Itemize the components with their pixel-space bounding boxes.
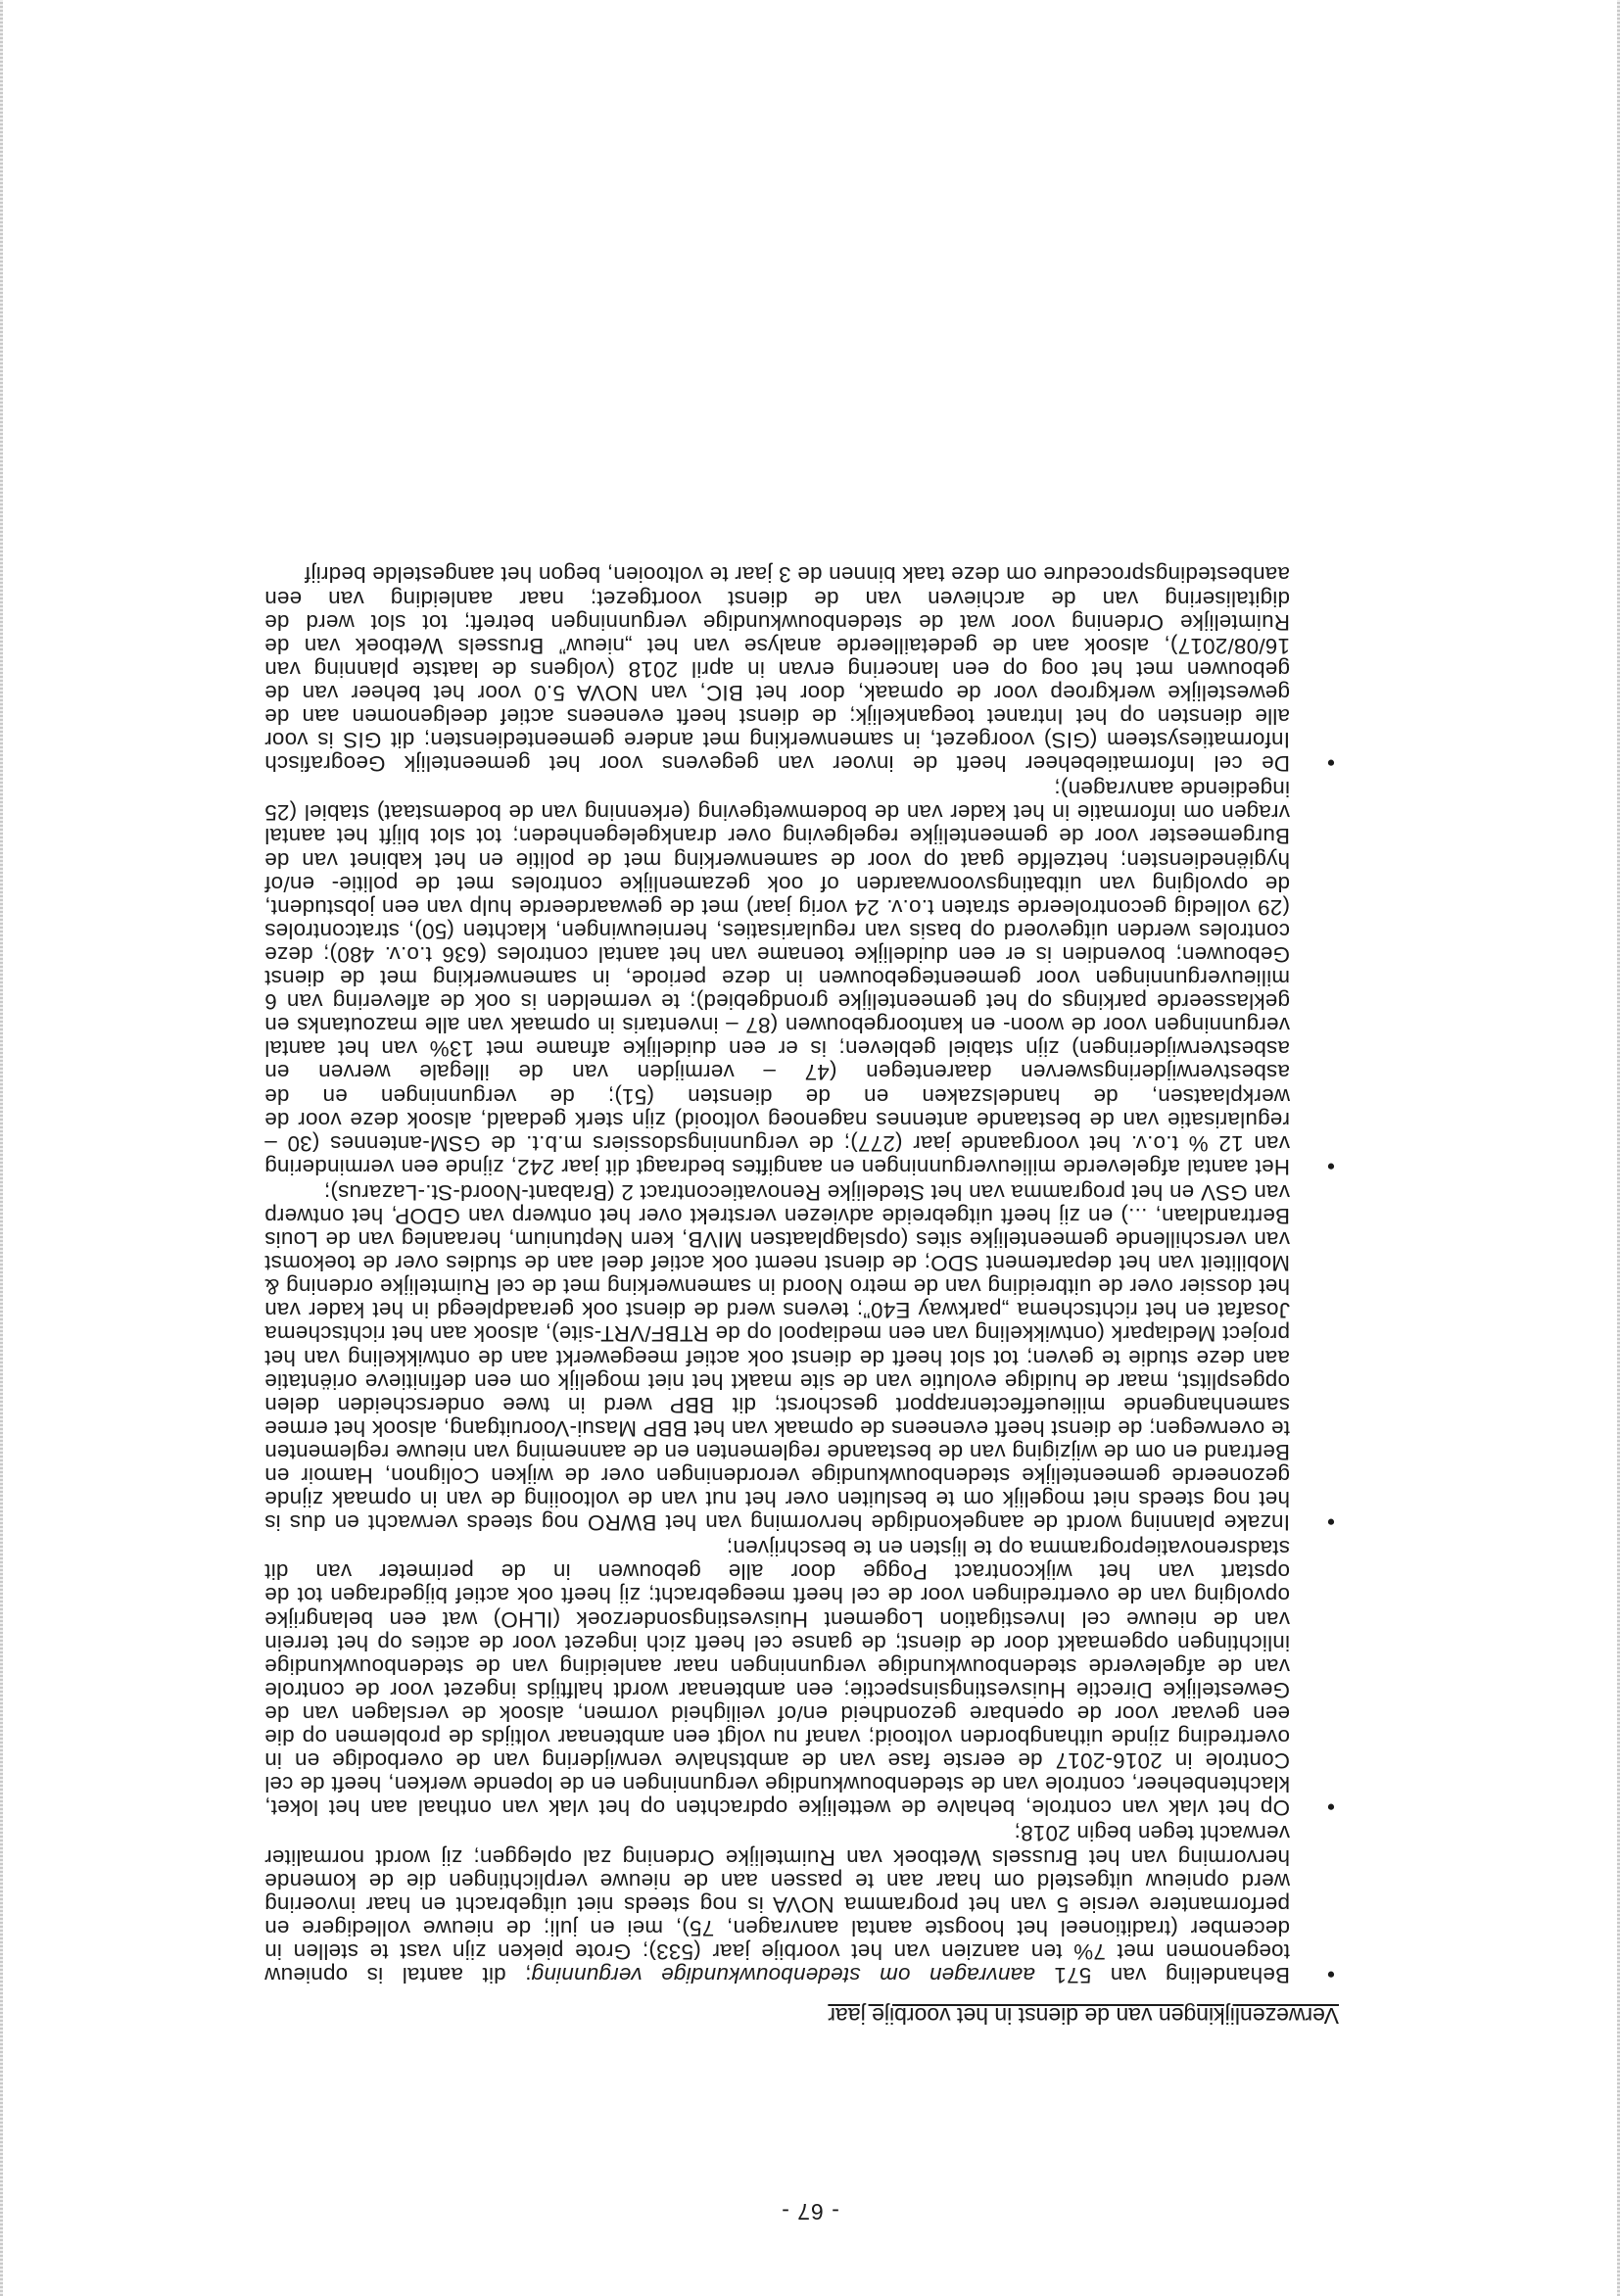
bullet-text-body: ; dit aantal is opnieuw toegenomen met 7% ten aanzien van het voorbije jaar (533); Grote pieken zijn vast te stellen in december (traditioneel het hoogste aantal aanvragen, 75), mei en juli; de nieuwe volledigere en performantere versie 5 van het programma NOVA is nog steeds niet uitgebracht en haar invoering werd opnieuw uitgesteld om haar aan te passen aan de nieuwe verplichtingen die de komende hervorming van het Brussels Wetboek van Ruimtelijke Ordening zal opleggen; zij wordt normaliter verwacht tegen begin 2018;: [264, 1821, 1290, 1987]
bullet-text-lead: Behandeling van 571: [1034, 1963, 1290, 1987]
bullet-marker: •: [1326, 1962, 1335, 1987]
bullet-marker: •: [1326, 750, 1335, 777]
bullet-list: [264, 560, 1339, 1986]
bullet-text: [264, 1821, 1290, 1986]
bullet-item-5: [264, 562, 1339, 775]
bullet-marker: •: [1326, 1153, 1335, 1179]
bullet-text: Het aantal afgeleverde milieuvergunningen en aangiftes bedraagt dit jaar 242, zijnde een vermindering van 12 % t.o.v. het voorgaande jaar (277); de vergunningsdossiers m.b.t. de GSM-antennes (30 – regularisatie van de bestaande antennes nagenoeg voltooid) zijn sterk gedaald, alsook deze voor de werkplaatsen, de handelszaken en de diensten (51); de vergunningen en de asbestverwijderingswerven daarentegen (47 – vermijden van de illegale werven en asbestverwijderingen) zijn stabiel gebleven; is er een duidelijke afname met 13% van het aantal vergunningen voor de woon- en kantoorgebouwen (87 – inventaris in opmaak van alle mazoutanks en geklasseerde parkings op het gemeentelijke grondgebied); te vermelden is ook de aflevering van 6 milieuvergunningen voor gemeentegebouwen in deze periode, in samenwerking met de dienst Gebouwen; bovendien is er een duidelijke toename van het aantal controles (636 t.o.v. 480); deze controles werden uitgevoerd op basis van regularisaties, hernieuwingen, klachten (50), stratcontroles (29 volledig gecontroleerde straten t.o.v. 24 vorig jaar) met de gewaardeerde hulp van een jobstudent, de opvolging van uitbatingsvoorwaarden of ook gezamenlijke controles met de politie- en/of hygiënediensten; hetzelfde gaat op voor de samenwerking met de politie en het kabinet van de Burgemeester voor de gemeentelijke regelgeving over drankgelegenheden; tot slot blijft het aantal vragen om informatie in het kader van de bodemwetgeving (erkenning van de bodemstaat) stabiel (25 ingediende aanvragen);: [264, 777, 1290, 1179]
bullet-item-4: [264, 777, 1339, 1178]
scan-edge-right: [0, 0, 3, 2296]
bullet-text-emphasis: aanvragen om stedenbouwkundige vergunning: [531, 1963, 1035, 1987]
bullet-item-3: [264, 1180, 1339, 1534]
page-number: - 67 -: [781, 2199, 839, 2224]
bullet-text: Op het vlak van controle, behalve de wettelijke opdrachten op het vlak van onthaal aan het loket, klachtenbeheer, controle van de stedenbouwkundige vergunningen en de lopende werken, heeft de cel Controle in 2016-2017 de eerste fase van de ambtshalve verwijdering van de overbodige en in overtreding zijnde uithangborden voltooid; vanaf nu volgt een ambtenaar voltijds de problemen op die een gevaar voor de openbare gezondheid en/of veiligheid vormen, alsook de verslagen van de Gewestelijke Directie Huisvestingsinspectie; een ambtenaar wordt halftijds ingezet voor de controle van de afgeleverde stedenbouwkundige vergunningen naar aanleiding van de stedenbouwkundige inlichtingen opgemaakt door de dienst; de ganse cel heeft zich ingezet voor de acties op het terrein van de nieuwe cel Investigation Logement Huisvestingsonderzoek (ILHO) wat een belangrijke opvolging van de overtredingen voor de cel heeft meegebracht; zij heeft ook actief bijgedragen tot de opstart van het wijkcontract Pogge door alle gebouwen in de perimeter van dit stadsrenovatieprogramma op te lijsten en te beschrijven;: [264, 1536, 1290, 1821]
bullet-item-1: [264, 1821, 1339, 1986]
bullet-text: Inzake planning wordt de aangekondigde hervorming van het BWRO nog steeds verwacht en dus is het nog steeds niet mogelijk om te besluiten over het nut van de voltooiing de van in opmaak zijnde gezoneerde gemeentelijke stedenbouwkundige verordeningen over de wijken Colignon, Hamoir en Bertrand en om de wijziging van de bestaande reglementen en de aanneming van nieuwe reglementen te overwegen; de dienst heeft eveneens de opmaak van het BBP Masui-Vooruitgang, alsook het ermee samenhangende milieueffectenrapport geschorst; dit BBP werd in twee onderscheiden delen opgesplitst, maar de huidige evolutie van de site maakt het niet mogelijk om een definitieve oriëntatie aan deze studie te geven; tot slot heeft de dienst ook actief meegewerkt aan de ontwikkeling van het project Mediapark (ontwikkeling van een mediapool op de RTBF/VRT-site), alsook aan het richtschema Josafat en het richtschema „parkway E40”; tevens werd de dienst ook geraadpleegd in het kader van het dossier over de uitbreiding van de metro Noord in samenwerking met de cel Ruimtelijke ordening & Mobiliteit van het departement SDO; de dienst neemt ook actief deel aan de studies over de toekomst van verschillende gemeentelijke sites (opslagplaatsen MIVB, kern Neptunium, heraanleg van de Louis Bertrandlaan, ...) en zij heeft uitgebreide adviezen verstrekt over het ontwerp van GDOP, het ontwerp van GSV en het programma van het Stedelijke Renovatiecontract 2 (Brabant-Noord-St.-Lazarus);: [264, 1179, 1290, 1536]
section-heading: Verwezenlijkingen van de dienst in het voorbije jaar: [828, 2003, 1339, 2029]
bullet-text: De cel Informatiebeheer heeft de invoer van gegevens voor het gemeentelijk Geografisch Informatiesysteem (GIS) voorgezet, in samenwerking met andere gemeentediensten; dit GIS is voor alle diensten op het Intranet toegankelijk; de dienst heeft eveneens actief deelgenomen aan de gewestelijke werkgroep voor de opmaak, door het BIC, van NOVA 5.0 voor het beheer van de gebouwen met het oog op een lancering ervan in april 2018 (volgens de laatste planning van 16/08/2017), alsook aan de gedetailleerde analyse van het „nieuw” Brussels Wetboek van de Ruimtelijke Ordening voor wat de stedenbouwkundige vergunningen betreft; tot slot werd de digitalisering van de archieven van de dienst voortgezet; naar aanleiding van een aanbestedingsprocedure om deze taak binnen de 3 jaar te voltooien, begon het aangestelde bedrijf: [264, 562, 1290, 777]
bullet-item-2: [264, 1536, 1339, 1819]
bullet-marker: •: [1326, 1509, 1335, 1536]
bullet-marker: •: [1326, 1794, 1335, 1821]
